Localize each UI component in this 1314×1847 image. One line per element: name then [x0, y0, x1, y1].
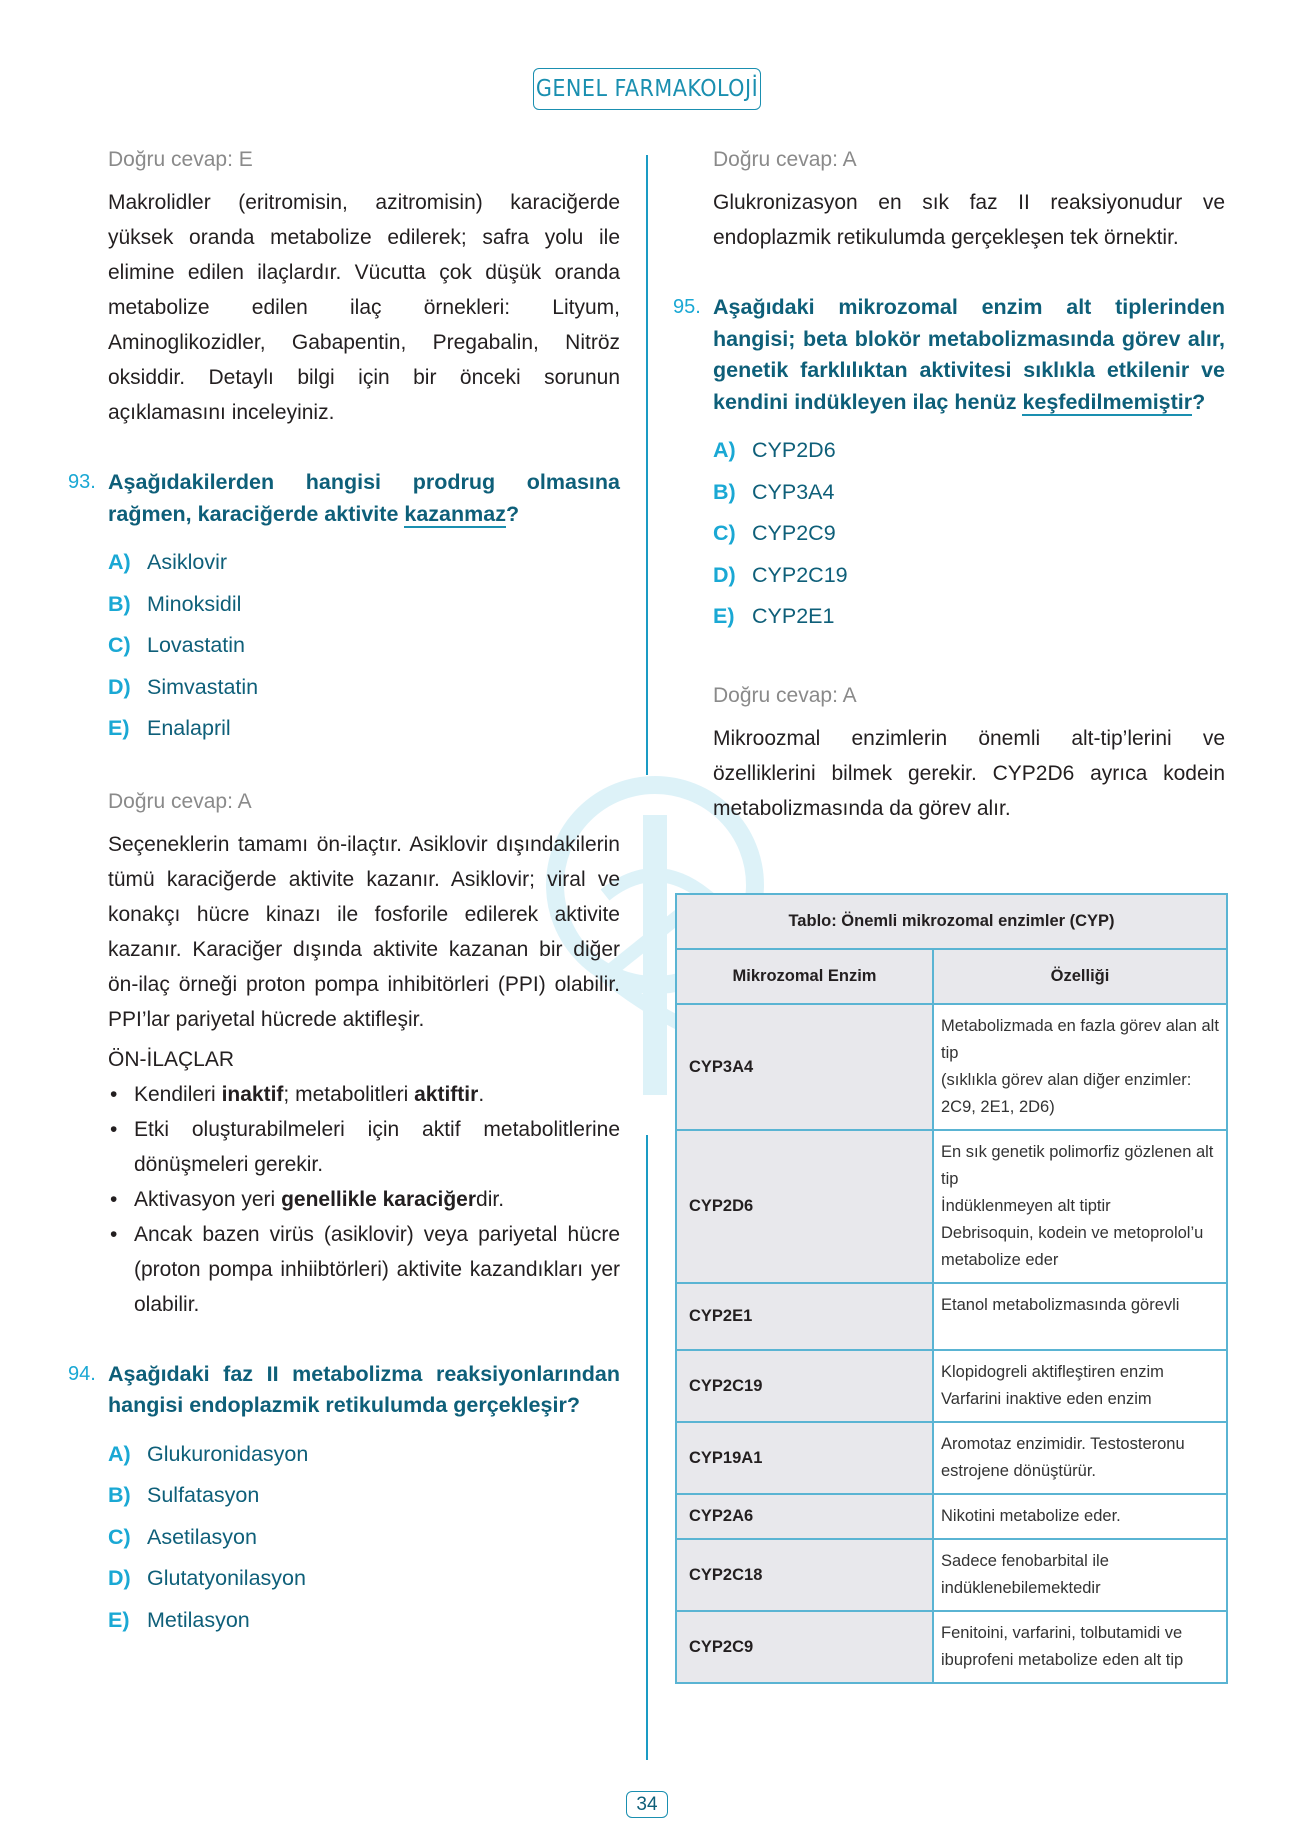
table-row: [676, 1494, 1227, 1539]
property-line: Etanol metabolizmasında görevli: [941, 1296, 1180, 1314]
right-column: [673, 148, 1225, 826]
enzyme-table: [675, 893, 1228, 1684]
option-text: CYP2C9: [752, 521, 836, 545]
option-item[interactable]: [108, 1600, 620, 1642]
enzyme-name: CYP2C19: [676, 1350, 933, 1422]
column-divider: [646, 1135, 648, 1760]
option-text: Simvastatin: [147, 674, 259, 699]
bullet-list: [108, 1077, 620, 1322]
property-line: Fenitoini, varfarini, tolbutamidi ve ibuprofeni metabolize eden alt tip: [941, 1624, 1184, 1669]
option-item[interactable]: [108, 667, 620, 709]
enzyme-name: CYP2A6: [676, 1494, 933, 1539]
column-header: Özelliği: [933, 949, 1227, 1004]
option-text: CYP2E1: [752, 604, 835, 628]
table-row: [676, 1611, 1227, 1683]
option-text: Metilasyon: [147, 1607, 250, 1632]
option-item[interactable]: [713, 513, 1225, 555]
property-line: (sıklıkla görev alan diğer enzimler: 2C9, 2E1, 2D6): [941, 1071, 1192, 1116]
table-row: [676, 1350, 1227, 1422]
option-letter: D): [108, 674, 131, 699]
column-divider: [646, 155, 648, 775]
property-line: Metabolizmada en fazla görev alan alt tip: [941, 1017, 1219, 1062]
answer-label: Doğru cevap: A: [108, 789, 252, 813]
enzyme-name: CYP2E1: [676, 1283, 933, 1350]
option-item[interactable]: [108, 1517, 620, 1559]
enzyme-property: [933, 1130, 1227, 1283]
option-text: Minoksidil: [147, 591, 242, 616]
explanation-text: Seçeneklerin tamamı ön-ilaçtır. Asiklovir dışındakilerin tümü karaciğerde aktivite kazanır. Asiklovir; viral ve konakçı hücre kinazı ile fosforile edilerek aktivite kazanır. Karaciğer dışında aktivite kazanan bir diğer ön-ilaç örneği proton pompa inhibitörleri (PPI) olabilir. PPI’lar pariyetal hücrede aktifleşir.: [108, 832, 620, 1031]
table-row: [676, 1130, 1227, 1283]
option-item[interactable]: [108, 1558, 620, 1600]
table-row: [676, 1422, 1227, 1494]
enzyme-property: [933, 1494, 1227, 1539]
left-column: [68, 148, 620, 1641]
column-header: Mikrozomal Enzim: [676, 949, 933, 1004]
option-item[interactable]: [713, 430, 1225, 472]
option-text: CYP2C19: [752, 562, 848, 587]
enzyme-name: CYP2D6: [676, 1130, 933, 1283]
enzyme-property: [933, 1611, 1227, 1683]
option-letter: D): [713, 562, 736, 587]
property-line: Debrisoquin, kodein ve metoprolol’u metabolize eder: [941, 1224, 1204, 1269]
enzyme-property: [933, 1283, 1227, 1350]
option-item[interactable]: [713, 555, 1225, 597]
option-text: Lovastatin: [147, 633, 246, 657]
table-row: [676, 1004, 1227, 1130]
option-letter: B): [108, 1483, 131, 1507]
option-text: Sulfatasyon: [147, 1483, 260, 1507]
explanation-text: Glukronizasyon en sık faz II reaksiyonudur ve endoplazmik retikulumda gerçekleşen tek örnektir.: [713, 191, 1225, 249]
explanation-text: Makrolidler (eritromisin, azitromisin) karaciğerde yüksek oranda metabolize edilerek; safra yolu ile elimine edilen ilaçlardır. Vücutta çok düşük oranda metabolize edilen ilaç örnekleri: Lityum, Aminoglikozidler, Gabapentin, Pregabalin, Nitröz oksiddir. Detaylı bilgi için bir önceki sorunun açıklamasını inceleyiniz.: [108, 191, 620, 424]
question-93: 93. Aşağıdakilerden hangisi prodrug olmasına rağmen, karaciğerde aktivite kazanmaz?: [108, 467, 620, 530]
bullet-item: • Ancak bazen virüs (asiklovir) veya pariyetal hücre (proton pompa inhiibtörleri) aktivite kazandıkları yer olabilir.: [108, 1217, 620, 1322]
enzyme-name: CYP2C18: [676, 1539, 933, 1611]
section-title: GENEL FARMAKOLOJİ: [533, 68, 761, 110]
option-letter: D): [108, 1566, 131, 1590]
option-letter: A): [713, 438, 736, 462]
answer-label: Doğru cevap: E: [108, 148, 253, 171]
option-text: CYP2D6: [752, 438, 836, 462]
property-line: En sık genetik polimorfiz gözlenen alt tip: [941, 1143, 1214, 1188]
explanation-text: Mikroozmal enzimlerin önemli alt-tip’lerini ve özelliklerini bilmek gerekir. CYP2D6 ayrıca kodein metabolizmasında da görev alır.: [713, 726, 1225, 820]
enzyme-property: [933, 1422, 1227, 1494]
options-list: [108, 542, 620, 750]
option-item[interactable]: [108, 542, 620, 584]
bullet-item: • Etki oluşturabilmeleri için aktif metabolitlerine dönüşmeleri gerekir.: [108, 1112, 620, 1182]
bullet-item: • Kendileri inaktif; metabolitleri aktiftir.: [108, 1077, 620, 1112]
enzyme-name: CYP2C9: [676, 1611, 933, 1683]
option-item[interactable]: [108, 708, 620, 750]
enzyme-name: CYP3A4: [676, 1004, 933, 1130]
answer-label: Doğru cevap: A: [713, 683, 857, 707]
subheading: ÖN-İLAÇLAR: [108, 1047, 235, 1071]
property-line: Sadece fenobarbital ile indüklenebilemektedir: [941, 1552, 1109, 1597]
page-number: 34: [626, 1791, 668, 1818]
bullet-item: • Aktivasyon yeri genellikle karaciğerdir.: [108, 1182, 620, 1217]
option-item[interactable]: [108, 1475, 620, 1517]
question-number: 95.: [673, 296, 701, 318]
option-text: Asiklovir: [147, 550, 228, 574]
option-letter: C): [108, 633, 131, 657]
table-caption: Tablo: Önemli mikrozomal enzimler (CYP): [676, 894, 1227, 949]
option-letter: E): [108, 716, 130, 740]
option-letter: B): [108, 591, 131, 616]
option-letter: C): [108, 1524, 131, 1549]
options-list: [108, 1434, 620, 1642]
enzyme-property: [933, 1004, 1227, 1130]
table-row: [676, 1539, 1227, 1611]
answer-label: Doğru cevap: A: [713, 148, 857, 171]
property-line: Klopidogreli aktifleştiren enzim: [941, 1363, 1164, 1381]
option-item[interactable]: [713, 472, 1225, 514]
question-94: 94. Aşağıdaki faz II metabolizma reaksiyonlarından hangisi endoplazmik retikulumda gerçekleşir?: [108, 1359, 620, 1422]
property-line: Varfarini inaktive eden enzim: [941, 1390, 1152, 1408]
enzyme-property: [933, 1539, 1227, 1611]
enzyme-property: [933, 1350, 1227, 1422]
option-letter: C): [713, 521, 736, 545]
option-item[interactable]: [108, 1434, 620, 1476]
option-letter: A): [108, 1441, 131, 1466]
option-text: CYP3A4: [752, 479, 835, 504]
option-letter: E): [713, 604, 735, 628]
enzyme-name: CYP19A1: [676, 1422, 933, 1494]
table-row: [676, 1283, 1227, 1350]
option-item[interactable]: [108, 584, 620, 626]
question-95: 95. Aşağıdaki mikrozomal enzim alt tiplerinden hangisi; beta blokör metabolizmasında görev alır, genetik farklılıktan aktivitesi sıklıkla etkilenir ve kendini indükleyen ilaç henüz keşfedilmemiştir?: [713, 292, 1225, 418]
property-line: Aromotaz enzimidir. Testosteronu estrojene dönüştürür.: [941, 1435, 1185, 1480]
option-letter: E): [108, 1607, 130, 1632]
option-text: Glukuronidasyon: [147, 1441, 309, 1466]
option-text: Enalapril: [147, 716, 231, 740]
option-letter: B): [713, 479, 736, 504]
option-item[interactable]: [713, 596, 1225, 638]
option-text: Glutatyonilasyon: [147, 1566, 306, 1590]
question-number: 94.: [68, 1362, 96, 1385]
option-text: Asetilasyon: [147, 1524, 257, 1549]
option-letter: A): [108, 550, 131, 574]
property-line: İndüklenmeyen alt tiptir: [941, 1197, 1111, 1215]
option-item[interactable]: [108, 625, 620, 667]
property-line: Nikotini metabolize eder.: [941, 1507, 1121, 1525]
options-list: [713, 430, 1225, 638]
question-number: 93.: [68, 471, 96, 493]
